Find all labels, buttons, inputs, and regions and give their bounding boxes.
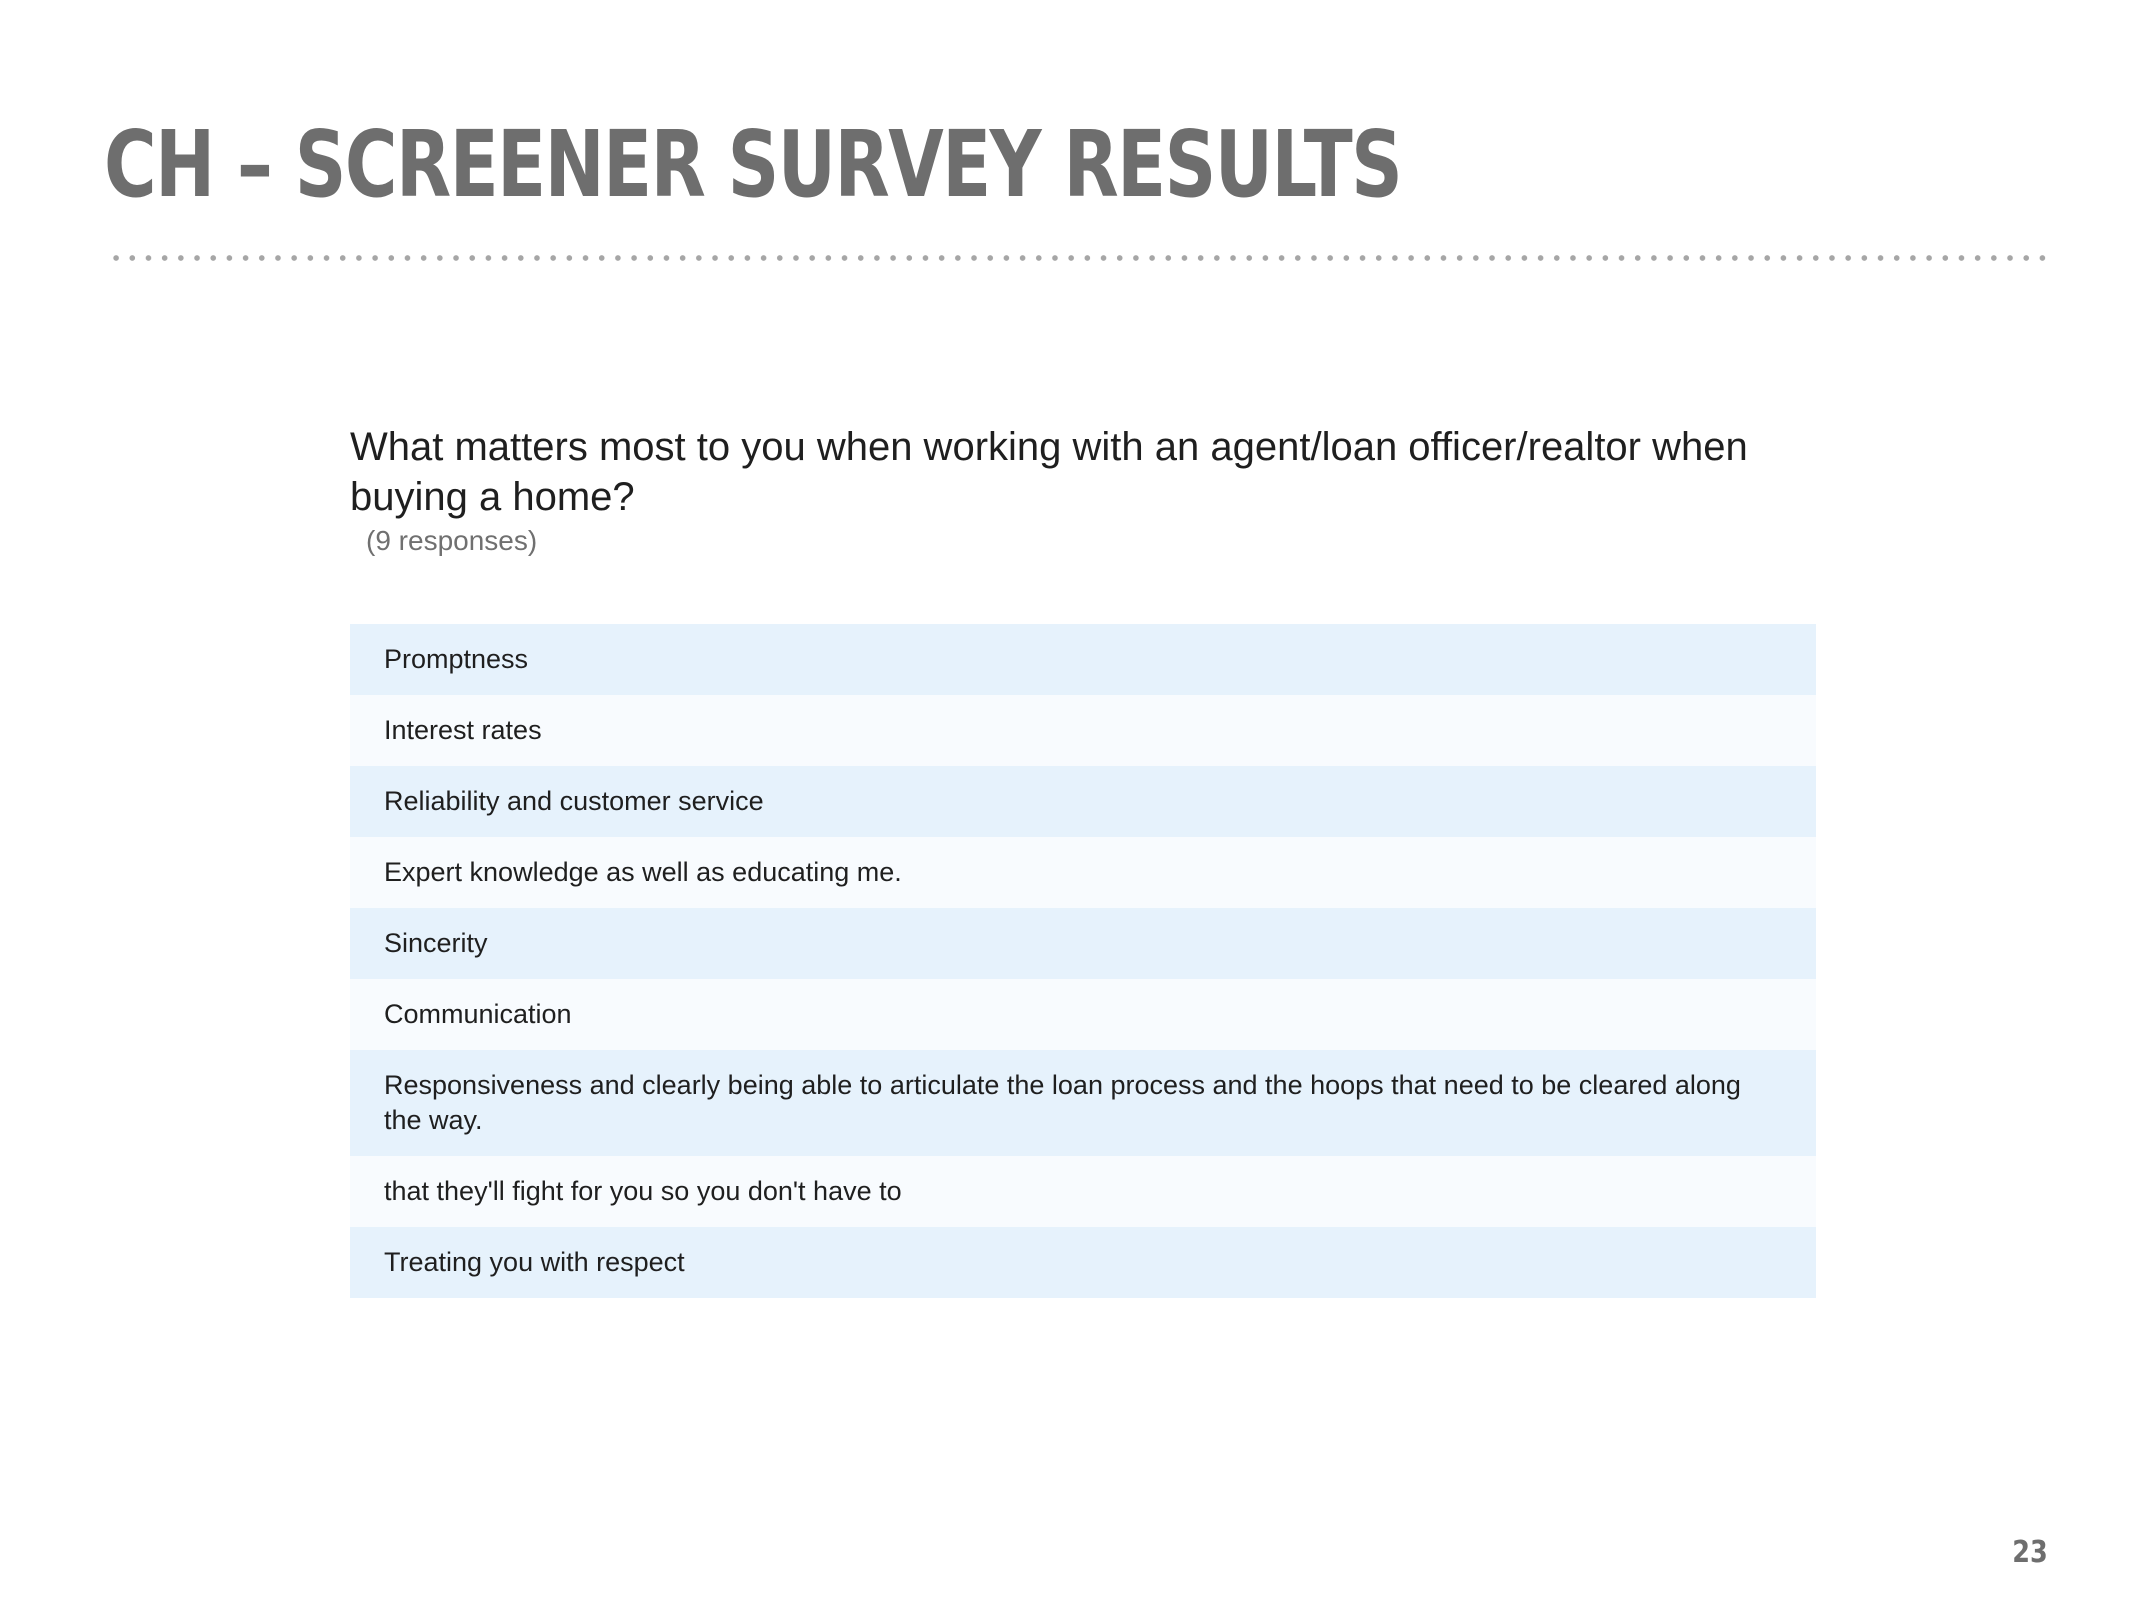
page-number: 23 <box>2012 1535 2048 1570</box>
response-item: that they'll fight for you so you don't have to <box>350 1156 1816 1227</box>
response-item: Communication <box>350 979 1816 1050</box>
response-item: Treating you with respect <box>350 1227 1816 1298</box>
slide-title: CH – SCREENER SURVEY RESULTS <box>104 111 1402 218</box>
response-list <box>350 624 1816 1298</box>
response-item: Promptness <box>350 624 1816 695</box>
response-item: Sincerity <box>350 908 1816 979</box>
response-item: Reliability and customer service <box>350 766 1816 837</box>
response-item: Responsiveness and clearly being able to articulate the loan process and the hoops that need to be cleared along the way. <box>350 1050 1816 1156</box>
response-count: (9 responses) <box>366 525 538 556</box>
dotted-divider <box>108 254 2053 262</box>
survey-question: What matters most to you when working with an agent/loan officer/realtor when buying a home? <box>350 425 1748 519</box>
response-item: Interest rates <box>350 695 1816 766</box>
response-item: Expert knowledge as well as educating me. <box>350 837 1816 908</box>
